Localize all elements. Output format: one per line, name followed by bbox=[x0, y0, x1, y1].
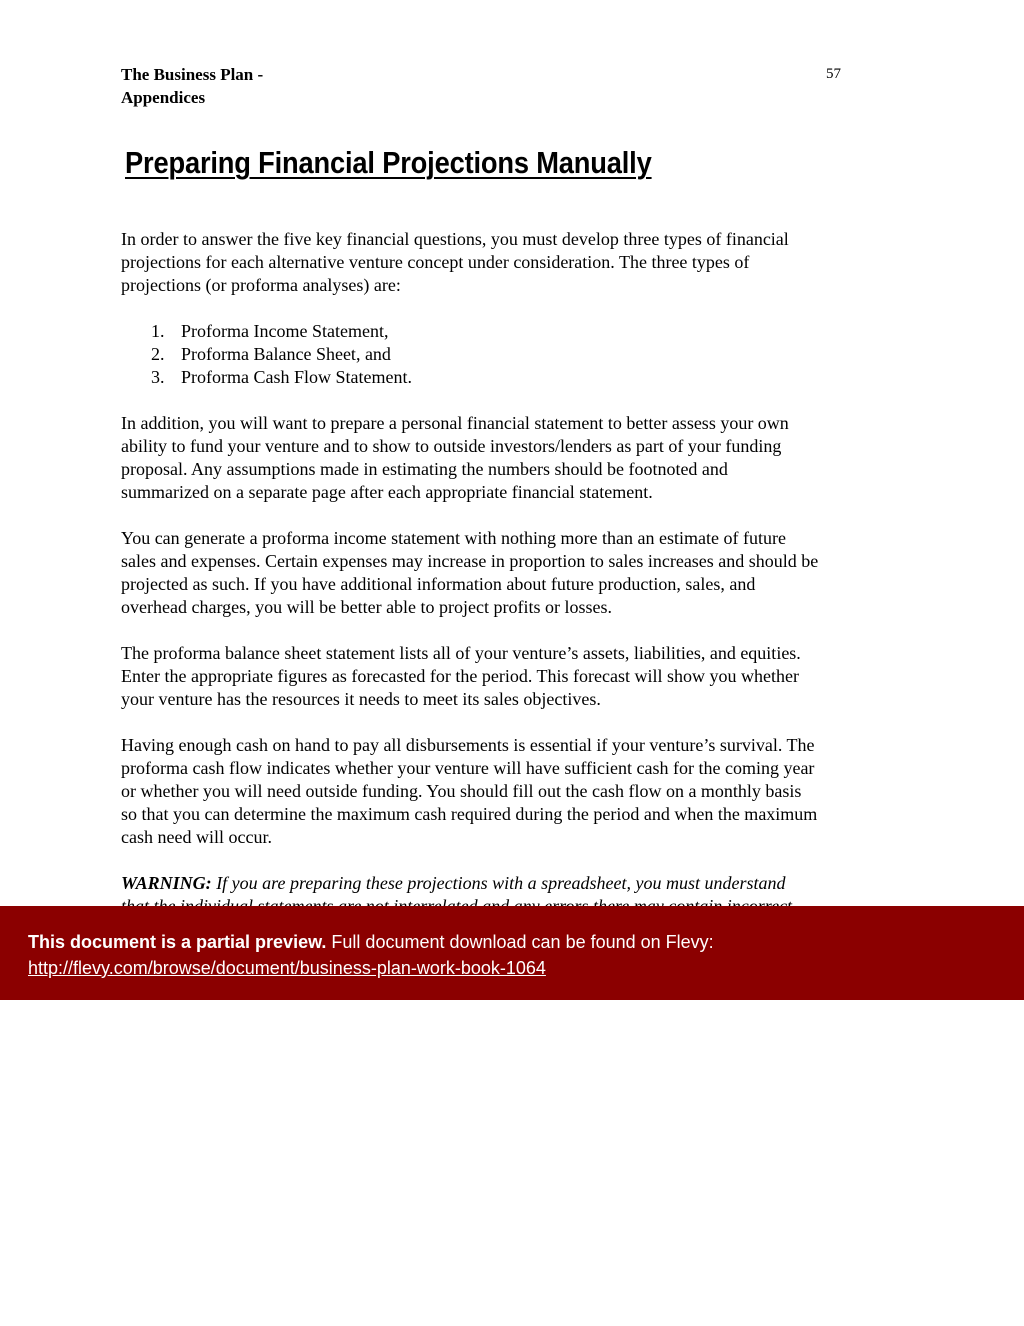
list-item-text: Proforma Income Statement, bbox=[181, 321, 389, 341]
list-number: 2. bbox=[151, 344, 165, 364]
text-line: overhead charges, you will be better able to project profits or losses. bbox=[121, 597, 613, 617]
text-line: so that you can determine the maximum cash required during the period and when the maximum bbox=[121, 804, 818, 824]
text-line: or whether you will need outside funding. You should fill out the cash flow on a monthly basis bbox=[121, 781, 802, 801]
preview-banner bbox=[0, 906, 1024, 1000]
text-line: your venture has the resources it needs to meet its sales objectives. bbox=[121, 689, 601, 709]
list-item bbox=[121, 343, 921, 366]
text-line bbox=[121, 872, 921, 895]
page-title: Preparing Financial Projections Manually bbox=[125, 145, 652, 180]
text-line: proforma cash flow indicates whether your venture will have sufficient cash for the coming year bbox=[121, 758, 815, 778]
text-line: The proforma balance sheet statement lists all of your venture’s assets, liabilities, and equities. bbox=[121, 643, 801, 663]
text-line: cash need will occur. bbox=[121, 827, 272, 847]
list-item-text: Proforma Cash Flow Statement. bbox=[181, 367, 412, 387]
preview-banner-message bbox=[28, 929, 1024, 955]
projection-types-list bbox=[121, 320, 921, 389]
preview-banner-text: Full document download can be found on Flevy: bbox=[326, 932, 714, 952]
paragraph-cash-flow bbox=[121, 734, 921, 849]
document-body bbox=[121, 228, 921, 941]
text-line: You can generate a proforma income statement with nothing more than an estimate of future bbox=[121, 528, 786, 548]
warning-text: If you are preparing these projections with a spreadsheet, you must understand bbox=[211, 873, 786, 893]
list-number: 3. bbox=[151, 367, 165, 387]
list-item-text: Proforma Balance Sheet, and bbox=[181, 344, 391, 364]
list-item bbox=[121, 366, 921, 389]
running-header-line-1: The Business Plan - bbox=[121, 65, 264, 84]
running-header-line-2: Appendices bbox=[121, 88, 206, 107]
preview-banner-bold-text: This document is a partial preview. bbox=[28, 932, 327, 952]
paragraph-intro bbox=[121, 228, 921, 297]
page-number: 57 bbox=[826, 66, 841, 82]
running-header bbox=[121, 63, 263, 109]
text-line: Having enough cash on hand to pay all disbursements is essential if your venture’s survival. The bbox=[121, 735, 815, 755]
text-line: In addition, you will want to prepare a personal financial statement to better assess your own bbox=[121, 413, 789, 433]
text-line: summarized on a separate page after each appropriate financial statement. bbox=[121, 482, 653, 502]
list-number: 1. bbox=[151, 321, 165, 341]
text-line: ability to fund your venture and to show to outside investors/lenders as part of your funding bbox=[121, 436, 782, 456]
paragraph-income-statement bbox=[121, 527, 921, 619]
text-line: projections (or proforma analyses) are: bbox=[121, 275, 401, 295]
text-line: sales and expenses. Certain expenses may increase in proportion to sales increases and should be bbox=[121, 551, 819, 571]
warning-label: WARNING: bbox=[121, 873, 212, 893]
text-line: In order to answer the five key financial questions, you must develop three types of financial bbox=[121, 229, 789, 249]
download-link[interactable]: http://flevy.com/browse/document/business-plan-work-book-1064 bbox=[28, 958, 546, 978]
paragraph-balance-sheet bbox=[121, 642, 921, 711]
text-line: projections for each alternative venture concept under consideration. The three types of bbox=[121, 252, 750, 272]
list-item bbox=[121, 320, 921, 343]
text-line: proposal. Any assumptions made in estimating the numbers should be footnoted and bbox=[121, 459, 728, 479]
text-line: Enter the appropriate figures as forecasted for the period. This forecast will show you whether bbox=[121, 666, 799, 686]
text-line: projected as such. If you have additional information about future production, sales, and bbox=[121, 574, 756, 594]
paragraph-personal-statement bbox=[121, 412, 921, 504]
